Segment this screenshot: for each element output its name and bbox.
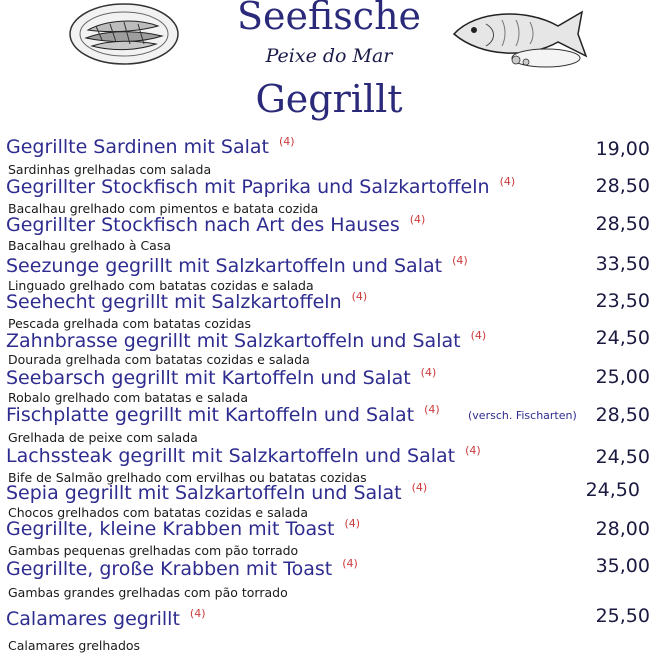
- menu-item-name: Gegrillter Stockfisch nach Art des Hauses $^{(4)}$: [6, 213, 426, 236]
- menu-item-translation: Calamares grelhados: [8, 638, 141, 653]
- menu-item-price: 28,00: [595, 518, 650, 540]
- menu-item-price: 23,50: [595, 290, 650, 312]
- menu-item-name: Seehecht gegrillt mit Salzkartoffeln $^{(4)}$: [6, 290, 368, 313]
- menu-item-translation: Bacalhau grelhado com pimentos e batata cozida: [8, 201, 319, 216]
- menu-item-price: 28,50: [595, 213, 650, 235]
- menu-item-translation: Bacalhau grelhado à Casa: [8, 238, 172, 253]
- menu-title: Seefische: [236, 0, 422, 38]
- allergen-note: (4): [470, 329, 487, 342]
- allergen-note: (4): [420, 366, 437, 379]
- menu-item-price: 25,50: [595, 605, 650, 627]
- menu-item-name: Seebarsch gegrillt mit Kartoffeln und Salat $^{(4)}$: [6, 366, 437, 389]
- allergen-note: (4): [499, 175, 516, 188]
- allergen-note: (4): [342, 557, 358, 570]
- menu-item-price: 24,50: [595, 327, 650, 349]
- menu-item-translation: Gambas grandes grelhadas com pão torrado: [8, 585, 288, 600]
- allergen-note: (4): [424, 403, 440, 416]
- menu-item-translation: Bife de Salmão grelhado com ervilhas ou batatas cozidas: [8, 470, 367, 485]
- category-heading: Gegrillt: [255, 77, 403, 121]
- menu-item-price: 35,00: [595, 555, 650, 577]
- fish-variety-note: (versch. Fischarten): [468, 409, 577, 422]
- allergen-note: (4): [351, 290, 368, 303]
- menu-item-translation: Gambas pequenas grelhadas com pão torrado: [8, 543, 299, 558]
- menu-item-name: Seezunge gegrillt mit Salzkartoffeln und Salat $^{(4)}$: [6, 254, 468, 277]
- menu-item-name: Fischplatte gegrillt mit Kartoffeln und Salat $^{(4)}$: [6, 403, 440, 426]
- menu-subtitle: Peixe do Mar: [265, 45, 393, 67]
- allergen-note: (4): [452, 254, 468, 267]
- menu-item-price: 24,50: [595, 446, 650, 468]
- allergen-note: (4): [279, 135, 295, 148]
- menu-item-price: 28,50: [595, 175, 650, 197]
- menu-item-translation: Sardinhas grelhadas com salada: [8, 162, 212, 177]
- menu-item-price: 28,50: [595, 404, 650, 426]
- menu-item-name: Calamares gegrillt $^{(4)}$: [6, 607, 206, 630]
- menu-item-price: 33,50: [595, 253, 650, 275]
- menu-item-price: 24,50: [585, 479, 640, 501]
- menu-item-translation: Robalo grelhado com batatas e salada: [8, 390, 248, 405]
- menu-item-name: Gegrillte Sardinen mit Salat $^{(4)}$: [6, 135, 295, 158]
- menu-item-translation: Pescada grelhada com batatas cozidas: [8, 316, 252, 331]
- menu-item-name: Lachssteak gegrillt mit Salzkartoffeln und Salat $^{(4)}$: [6, 444, 481, 467]
- menu-item-translation: Linguado grelhado com batatas cozidas e salada: [8, 278, 314, 293]
- allergen-note: (4): [189, 607, 206, 620]
- allergen-note: (4): [465, 444, 481, 457]
- menu-item-name: Sepia gegrillt mit Salzkartoffeln und Salat $^{(4)}$: [6, 481, 428, 504]
- menu-item-name: Gegrillte, kleine Krabben mit Toast $^{(4)}$: [6, 517, 361, 540]
- menu-item-price: 25,00: [595, 366, 650, 388]
- allergen-note: (4): [344, 517, 361, 530]
- menu-item-name: Zahnbrasse gegrillt mit Salzkartoffeln und Salat $^{(4)}$: [6, 329, 487, 352]
- menu-item-translation: Dourada grelhada com batatas cozidas e salada: [8, 352, 310, 367]
- allergen-note: (4): [409, 213, 426, 226]
- allergen-note: (4): [411, 481, 428, 494]
- menu-item-translation: Chocos grelhados com batatas cozidas e salada: [8, 505, 308, 520]
- menu-item-translation: Grelhada de peixe com salada: [8, 430, 198, 445]
- menu-item-name: Gegrillte, große Krabben mit Toast $^{(4)}$: [6, 557, 358, 580]
- menu-item-price: 19,00: [595, 138, 650, 160]
- menu-item-name: Gegrillter Stockfisch mit Paprika und Salzkartoffeln $^{(4)}$: [6, 175, 516, 198]
